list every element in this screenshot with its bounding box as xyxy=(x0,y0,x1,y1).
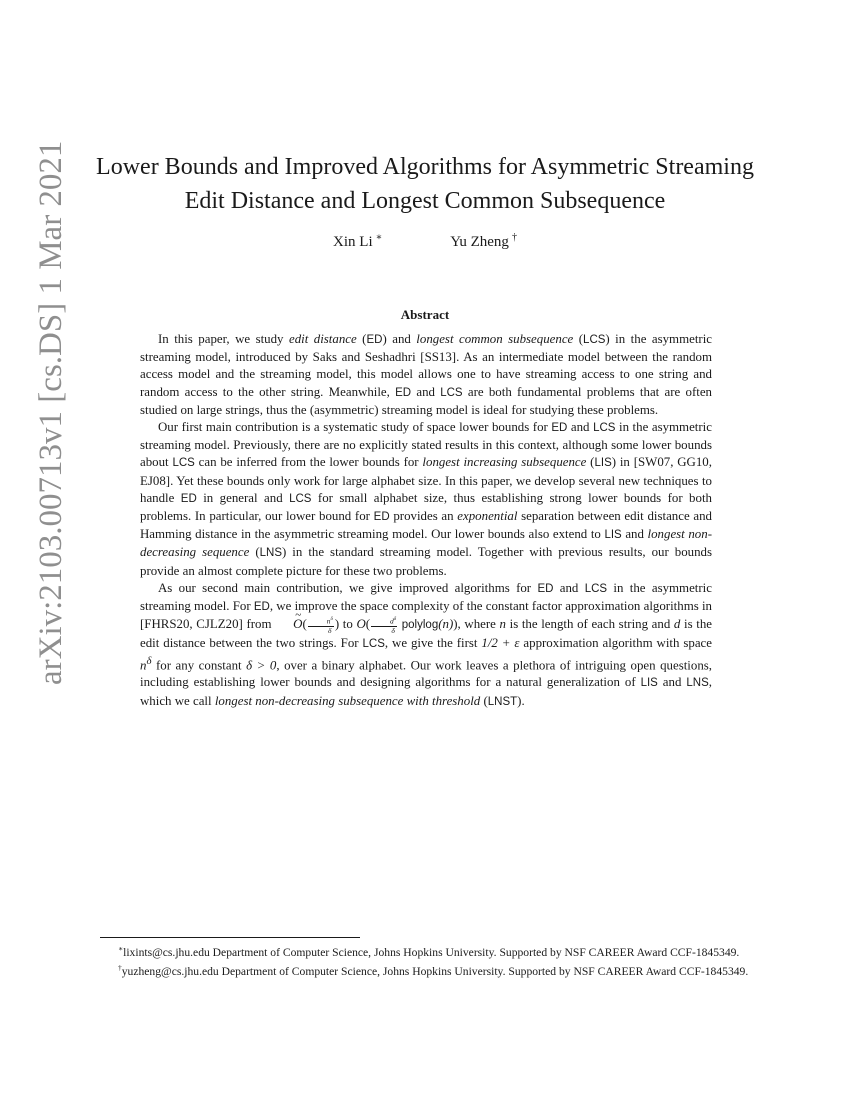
abstract-paragraph-1: In this paper, we study edit distance (ED) and longest common subsequence (LCS) in the asymmetric streaming model, introduced by Saks and Seshadhri [SS13]. As an intermediate model between the random access model and the streaming model, this model allows one to have streaming access to one string and random access to the other string. Meanwhile, ED and LCS are both fundamental problems that are often studied on large strings, thus the (asymmetric) streaming model is ideal for studying these problems. xyxy=(140,332,713,417)
footnote-rule xyxy=(100,937,360,938)
footnote-text: yuzheng@cs.jhu.edu Department of Computer Science, Johns Hopkins University. Supported by NSF CAREER Award CCF-1845349. xyxy=(121,965,749,979)
author-footnote-mark: ∗ xyxy=(375,232,383,243)
author-name: Xin Li xyxy=(333,234,373,250)
abstract-paragraph-2: Our first main contribution is a systematic study of space lower bounds for ED and LCS in the asymmetric streaming model. Previously, there are no explicitly stated results in this context, although some lower bounds about LCS can be inferred from the lower bounds for longest increasing subsequence (LIS) in [SW07, GG10, EJ08]. Yet these bounds only work for large alphabet size. In this paper, we develop several new techniques to handle ED in general and LCS for small alphabet size, thus establishing strong lower bounds for both problems. In particular, our lower bound for ED provides an exponential separation between edit distance and Hamming distance in the asymmetric streaming model. Our lower bounds also extend to LIS and longest non-decreasing sequence (LNS) in the standard streaming model. Together with previous results, our bounds provide an almost complete picture for these two problems. xyxy=(140,420,712,578)
footnote-yu-zheng xyxy=(100,960,750,979)
arxiv-identifier: arXiv:2103.00713v1 [cs.DS] 1 Mar 2021 xyxy=(33,140,69,685)
math-space-bound-new: O( $\frac{d^\delta}{\delta}$ polylog(n)) xyxy=(356,616,458,635)
paper-title xyxy=(70,150,780,218)
title-line-1: Lower Bounds and Improved Algorithms for Asymmetric Streaming xyxy=(96,154,754,180)
author-list xyxy=(0,232,850,251)
footnote-text: lixints@cs.jhu.edu Department of Computer Science, Johns Hopkins University. Supported by NSF CAREER Award CCF-1845349. xyxy=(123,945,740,959)
abstract-paragraph-3: As our second main contribution, we give improved algorithms for ED and LCS in the asymmetric streaming model. For ED, we improve the space complexity of the constant factor approximation algorithms in [FHRS20, CJLZ20] from ~ O( $\frac{n^\delta}{\delta}$ ) to O( $\frac{d^\delta}{\delta}$ polylog(n)), where n is the length of each string and d is the edit distance between the two strings. For LCS, we give the first 1/2 + ε approximation algorithm with space $n^\delta$ for any constant δ > 0, over a binary alphabet. Our work leaves a plethora of intriguing open questions, including establishing lower bounds and designing algorithms for a natural generalization of LIS and LNS, which we call longest non-decreasing subsequence with threshold (LNST). xyxy=(140,580,712,711)
author-footnote-mark: † xyxy=(511,232,517,243)
author-yu-zheng xyxy=(450,232,517,251)
author-name: Yu Zheng xyxy=(450,234,509,250)
footnote-mark: † xyxy=(118,963,122,973)
footnote-mark: ∗ xyxy=(118,944,124,953)
title-line-2: Edit Distance and Longest Common Subsequence xyxy=(184,188,666,214)
abstract-body xyxy=(140,331,712,711)
author-xin-li xyxy=(333,232,382,251)
math-space-bound-old: ~ O( $\frac{n^\delta}{\delta}$ ) xyxy=(275,617,339,631)
footnotes xyxy=(100,941,750,980)
abstract-heading: Abstract xyxy=(400,307,450,322)
footnote-xin-li xyxy=(100,941,750,960)
